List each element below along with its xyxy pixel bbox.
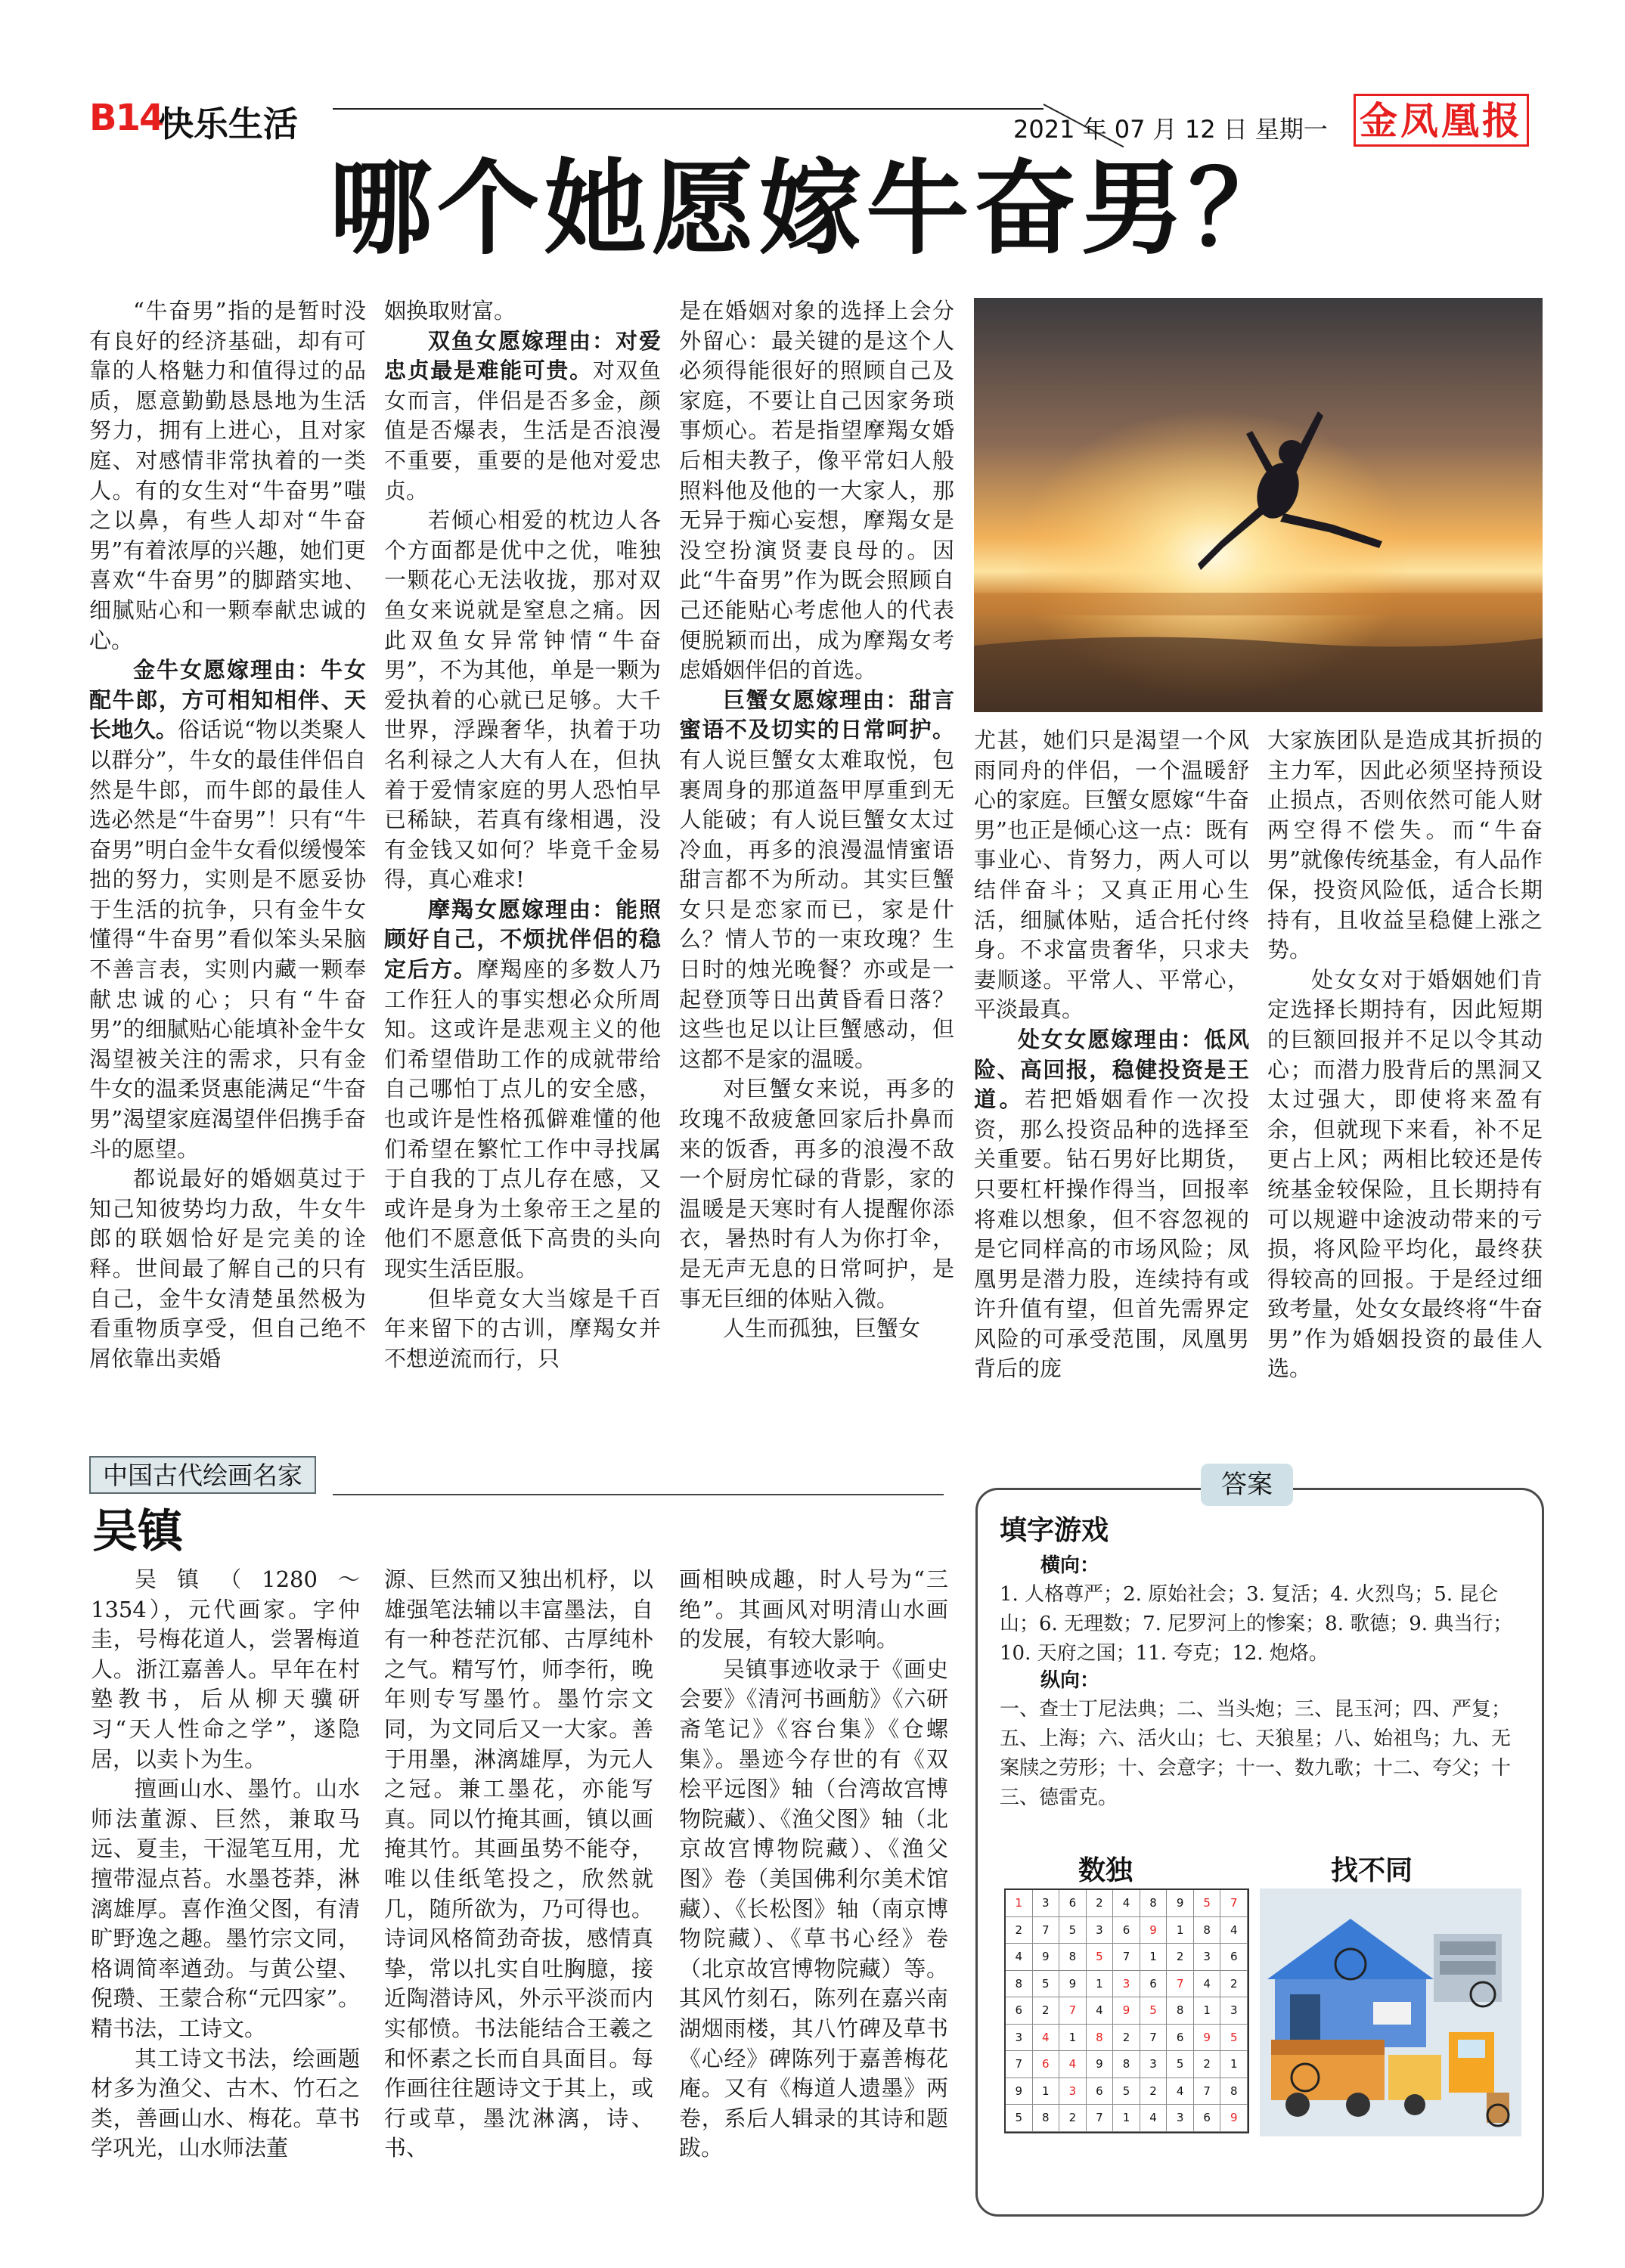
sudoku-cell: 7 — [1059, 1997, 1087, 2025]
sudoku-cell: 2 — [1220, 1971, 1248, 1998]
sudoku-cell: 1 — [1059, 2025, 1087, 2052]
sudoku-cell: 1 — [1113, 2105, 1140, 2132]
headline: 哪个她愿嫁牛奋男？ — [329, 148, 1296, 269]
spot-difference-title: 找不同 — [1331, 1855, 1413, 1886]
sudoku-cell: 7 — [1006, 2051, 1033, 2078]
newspaper-masthead: 金凤凰报 — [1354, 94, 1529, 147]
sudoku-cell: 2 — [1140, 2078, 1168, 2105]
paragraph: “牛奋男”指的是暂时没有良好的经济基础，却有可靠的人格魅力和值得过的品质，愿意勤勤恳恳地为生活努力，拥有上进心，且对家庭、对感情非常执着的一类人。有的女生对“牛奋男”嗤之以鼻，有些人却对“牛奋男”有着浓厚的兴趣，她们更喜欢“牛奋男”的脚踏实地、细腻贴心和一颗奉献忠诚的心。 — [89, 298, 366, 653]
paragraph-lead: 处女女愿嫁理由：低风险、高回报，稳健投资是王道。 — [974, 1026, 1249, 1113]
sudoku-cell: 4 — [1006, 1944, 1033, 1971]
section-name: 快乐生活 — [159, 104, 298, 144]
sudoku-cell: 8 — [1220, 2078, 1248, 2105]
paragraph: 处女女愿嫁理由：低风险、高回报，稳健投资是王道。若把婚姻看作一次投资，那么投资品种的选择至关重要。钻石男好比期货，只要杠杆操作得当，回报率将难以想象，但不容忽视的是它同样高的市场风险；凤凰男是潜力股，连续持有或许升值有望，但首先需界定风险的可承受范围，凤凰男背后的庞 — [974, 1026, 1249, 1382]
sudoku-cell: 6 — [1194, 2105, 1221, 2132]
sudoku-cell: 6 — [1087, 2078, 1114, 2105]
sudoku-cell: 8 — [1140, 1890, 1168, 1917]
paragraph: 其工诗文书法，绘画题材多为渔父、古木、竹石之类，善画山水、梅花。草书学巩光，山水师法董 — [91, 2045, 360, 2161]
sudoku-cell: 9 — [1140, 1917, 1168, 1944]
sudoku-cell: 6 — [1220, 1944, 1248, 1971]
across-answers: 1. 人格尊严；2. 原始社会；3. 复活；4. 火烈鸟；5. 昆仑山；6. 无理数；7. 尼罗河上的惨案；8. 歌德；9. 典当行；10. 天府之国；11. 夸克；12. 炮烙。 — [1000, 1583, 1513, 1665]
sudoku-cell: 9 — [1167, 1890, 1194, 1917]
sudoku-cell: 4 — [1059, 2051, 1087, 2078]
paragraph-lead: 金牛女愿嫁理由：牛女配牛郎，方可相知相伴、天长地久。 — [89, 657, 366, 743]
sudoku-cell: 8 — [1113, 2051, 1140, 2078]
paragraph: 尤甚，她们只是渴望一个风雨同舟的伴侣，一个温暖舒心的家庭。巨蟹女愿嫁“牛奋男”也正是倾心这一点：既有事业心、肯努力，两人可以结伴奋斗；又真正用心生活，细腻体贴，适合托付终身。不求富贵奢华，只求夫妻顺遂。平常人、平常心，平淡最真。 — [974, 727, 1249, 1023]
sudoku-cell: 6 — [1006, 1997, 1033, 2025]
sudoku-cell: 7 — [1033, 1917, 1060, 1944]
sudoku-cell: 6 — [1167, 2025, 1194, 2052]
painter-column-3 — [679, 1565, 948, 2215]
paragraph: 吴镇（1280～1354），元代画家。字仲圭，号梅花道人，尝署梅道人。浙江嘉善人。早年在村塾教书，后从柳天骥研习“天人性命之学”，遂隐居，以卖卜为生。 — [91, 1566, 360, 1772]
paragraph: 若倾心相爱的枕边人各个方面都是优中之优，唯独一颗花心无法收拢，那对双鱼女来说就是窒息之痛。因此双鱼女异常钟情“牛奋男”，不为其他，单是一颗为爱执着的心就已足够。大千世界，浮躁奢华，执着于功名利禄之人大有人在，但执着于爱情家庭的男人恐怕早已稀缺，若真有缘相遇，没有金钱又如何？毕竟千金易得，真心难求! — [384, 507, 661, 893]
sudoku-cell: 1 — [1140, 1944, 1168, 1971]
sudoku-cell: 8 — [1167, 1997, 1194, 2025]
sudoku-cell: 3 — [1006, 2025, 1033, 2052]
sudoku-cell: 6 — [1059, 1890, 1087, 1917]
paragraph: 处女女对于婚姻她们肯定选择长期持有，因此短期的巨额回报并不足以令其动心；而潜力股背后的黑洞又太过强大，即使将来盈有余，但就现下来看，补不足更占上风；两相比较还是传统基金较保险，且长期持有可以规避中途波动带来的亏损，将风险平均化，最终获得较高的回报。于是经过细致考量，处女女最终将“牛奋男”作为婚姻投资的最佳人选。 — [1267, 966, 1543, 1382]
sudoku-cell: 1 — [1167, 1917, 1194, 1944]
sudoku-cell: 9 — [1087, 2051, 1114, 2078]
sudoku-cell: 9 — [1220, 2105, 1248, 2132]
paragraph-lead: 巨蟹女愿嫁理由：甜言蜜语不及切实的日常呵护。 — [679, 686, 954, 743]
paragraph-lead: 双鱼女愿嫁理由：对爱忠贞最是难能可贵。 — [384, 327, 661, 384]
painter-column-2 — [384, 1565, 653, 2215]
paragraph: 对巨蟹女来说，再多的玫瑰不敌疲惫回家后扑鼻而来的饭香，再多的浪漫不敌一个厨房忙碌的背影，家的温暖是天寒时有人提醒你添衣，暑热时有人为你打伞，是无声无息的日常呵护，是事无巨细的体贴入微。 — [679, 1076, 954, 1312]
paragraph: 但毕竟女大当嫁是千百年来留下的古训，摩羯女并不想逆流而行，只 — [384, 1285, 661, 1371]
paragraph: 姻换取财富。 — [384, 298, 516, 324]
sudoku-cell: 4 — [1194, 1971, 1221, 1998]
sudoku-cell: 4 — [1033, 2025, 1060, 2052]
sudoku-cell: 9 — [1006, 2078, 1033, 2105]
sudoku-cell: 4 — [1220, 1917, 1248, 1944]
sudoku-cell: 8 — [1059, 1944, 1087, 1971]
sudoku-cell: 8 — [1194, 1917, 1221, 1944]
sudoku-cell: 3 — [1194, 1944, 1221, 1971]
sudoku-cell: 5 — [1194, 1890, 1221, 1917]
sudoku-cell: 1 — [1006, 1890, 1033, 1917]
sudoku-cell: 8 — [1087, 2025, 1114, 2052]
sudoku-cell: 1 — [1033, 2078, 1060, 2105]
sudoku-cell: 2 — [1059, 2105, 1087, 2132]
paragraph: 摩羯女愿嫁理由：能照顾好自己，不烦扰伴侣的稳定后方。摩羯座的多数人乃工作狂人的事实想必众所周知。这或许是悲观主义的他们希望借助工作的成就带给自己哪怕丁点儿的安全感，也或许是性格孤僻难懂的他们希望在繁忙工作中寻找属于自我的丁点儿存在感，又或许是身为土象帝王之星的他们不愿意低下高贵的头向现实生活臣服。 — [384, 896, 661, 1281]
sudoku-cell: 7 — [1167, 1971, 1194, 1998]
sudoku-cell: 3 — [1113, 1971, 1140, 1998]
sudoku-cell: 4 — [1113, 1890, 1140, 1917]
answers-tag: 答案 — [1201, 1464, 1293, 1506]
paragraph: 源、巨然而又独出机杼，以雄强笔法辅以丰富墨法，自有一种苍茫沉郁、古厚纯朴之气。精写竹，师李衎，晚年则专写墨竹。墨竹宗文同，为文同后又一大家。善于用墨，淋漓雄厚，为元人之冠。兼工墨花，亦能写真。同以竹掩其画，镇以画掩其竹。其画虽势不能夺，唯以佳纸笔投之，欣然就几，随所欲为，乃可得也。诗词风格简劲奇拔，感情真挚，常以扎实自吐胸臆，接近陶潜诗风，外示平淡而内实郁愤。书法能结合王羲之和怀素之长而自具面目。每作画往往题诗文于其上，或行或草，墨沈淋漓，诗、书、 — [384, 1566, 653, 2161]
sudoku-cell: 9 — [1033, 1944, 1060, 1971]
sudoku-cell: 9 — [1113, 1997, 1140, 2025]
sudoku-cell: 5 — [1167, 2051, 1194, 2078]
section-rule — [333, 1494, 944, 1495]
sudoku-cell: 6 — [1140, 1971, 1168, 1998]
sudoku-cell: 1 — [1220, 2051, 1248, 2078]
sudoku-cell: 9 — [1059, 1971, 1087, 1998]
issue-date: 2021 年 07 月 12 日 星期一 — [1013, 115, 1328, 144]
sudoku-cell: 5 — [1006, 2105, 1033, 2132]
paragraph-lead: 摩羯女愿嫁理由：能照顾好自己，不烦扰伴侣的稳定后方。 — [384, 896, 661, 983]
sudoku-cell: 8 — [1006, 1971, 1033, 1998]
sudoku-cell: 7 — [1113, 1944, 1140, 1971]
article-column-4 — [974, 726, 1249, 1415]
sudoku-cell: 2 — [1087, 1890, 1114, 1917]
sudoku-cell: 4 — [1140, 2105, 1168, 2132]
sudoku-cell: 5 — [1087, 1944, 1114, 1971]
paragraph: 人生而孤独，巨蟹女 — [723, 1315, 921, 1342]
sudoku-cell: 4 — [1087, 1997, 1114, 2025]
spot-difference-image — [1260, 1888, 1521, 2136]
sudoku-cell: 1 — [1087, 1971, 1114, 1998]
paragraph: 都说最好的婚姻莫过于知己知彼势均力敌，牛女牛郎的联姻恰好是完美的诠释。世间最了解自己的只有自己，金牛女清楚虽然极为看重物质享受，但自己绝不屑依靠出卖婚 — [89, 1166, 366, 1371]
sudoku-cell: 7 — [1140, 2025, 1168, 2052]
sudoku-cell: 2 — [1113, 2025, 1140, 2052]
crossword-title: 填字游戏 — [1000, 1515, 1109, 1546]
sudoku-cell: 5 — [1033, 1971, 1060, 1998]
paragraph: 吴镇事迹收录于《画史会要》《清河书画舫》《六研斋笔记》《容台集》《仓螺集》。墨迹今存世的有《双桧平远图》轴（台湾故宫博物院藏）、《渔父图》轴（北京故宫博物院藏）、《渔父图》卷（美国佛利尔美术馆藏）、《长松图》轴（南京博物院藏）、《草书心经》卷（北京故宫博物院藏）等。其风竹刻石，陈列在嘉兴南湖烟雨楼，其八竹碑及草书《心经》碑陈列于嘉善梅花庵。又有《梅道人遗墨》两卷，系后人辑录的其诗和题跋。 — [679, 1656, 948, 2161]
sudoku-cell: 3 — [1167, 2105, 1194, 2132]
sudoku-cell: 6 — [1113, 1917, 1140, 1944]
sudoku-cell: 1 — [1194, 1997, 1221, 2025]
down-answers: 一、查士丁尼法典；二、当头炮；三、昆玉河；四、严复；五、上海；六、活火山；七、天狼星；八、始祖鸟；九、无案牍之劳形；十、会意字；十一、数九歌；十二、夸父；十三、德雷克。 — [1000, 1698, 1512, 1809]
sudoku-grid — [1004, 1888, 1249, 2133]
paragraph: 是在婚姻对象的选择上会分外留心：最关键的是这个人必须得能很好的照顾自己及家庭，不要让自己因家务琐事烦心。若是指望摩羯女婚后相夫教子，像平常妇人般照料他及他的一大家人，那无异于痴心妄想，摩羯女是没空扮演贤妻良母的。因此“牛奋男”作为既会照顾自己还能贴心考虑他人的代表便脱颖而出，成为摩羯女考虑婚姻伴侣的首选。 — [679, 298, 954, 683]
paragraph: 擅画山水、墨竹。山水师法董源、巨然，兼取马远、夏圭，干湿笔互用，尤擅带湿点苔。水墨苍莽，淋漓雄厚。喜作渔父图，有清旷野逸之趣。墨竹宗文同，格调简率遒劲。与黄公望、倪瓒、王蒙合称“元四家”。精书法，工诗文。 — [91, 1776, 360, 2041]
paragraph: 巨蟹女愿嫁理由：甜言蜜语不及切实的日常呵护。有人说巨蟹女太难取悦，包裹周身的那道盔甲厚重到无人能破；有人说巨蟹女太过冷血，再多的浪漫温情蜜语甜言都不为所动。其实巨蟹女只是恋家而已，家是什么？情人节的一束玫瑰？生日时的烛光晚餐？亦或是一起登顶等日出黄昏看日落？这些也足以让巨蟹感动，但这都不是家的温暖。 — [679, 686, 954, 1072]
sudoku-cell: 3 — [1087, 1917, 1114, 1944]
sunset-jump-photo — [974, 298, 1543, 712]
article-column-5 — [1267, 726, 1543, 1415]
paragraph: 画相映成趣，时人号为“三绝”。其画风对明清山水画的发展，有较大影响。 — [679, 1566, 948, 1653]
sudoku-cell: 2 — [1006, 1917, 1033, 1944]
paragraph: 大家族团队是造成其折损的主力军，因此必须坚持预设止损点，否则依然可能人财两空得不偿失。而“牛奋男”就像传统基金，有人品作保，投资风险低，适合长期持有，且收益呈稳健上涨之势。 — [1267, 727, 1543, 963]
sudoku-cell: 7 — [1220, 1890, 1248, 1917]
sudoku-cell: 7 — [1087, 2105, 1114, 2132]
sudoku-cell: 5 — [1220, 2025, 1248, 2052]
sudoku-cell: 2 — [1033, 1997, 1060, 2025]
sudoku-cell: 7 — [1194, 2078, 1221, 2105]
sudoku-cell: 3 — [1220, 1997, 1248, 2025]
article-column-3 — [679, 296, 954, 1415]
sudoku-cell: 3 — [1059, 2078, 1087, 2105]
paragraph: 金牛女愿嫁理由：牛女配牛郎，方可相知相伴、天长地久。俗话说“物以类聚人以群分”，牛女的最佳伴侣自然是牛郎，而牛郎的最佳人选必然是“牛奋男”！只有“牛奋男”明白金牛女看似缓慢笨拙的努力，实则是不愿妥协于生活的抗争，只有金牛女懂得“牛奋男”看似笨头呆脑不善言表，实则内藏一颗奉献忠诚的心；只有“牛奋男”的细腻贴心能填补金牛女渴望被关注的需求，只有金牛女的温柔贤惠能满足“牛奋男”渴望家庭渴望伴侣携手奋斗的愿望。 — [89, 657, 366, 1162]
page-number: B14 — [89, 97, 163, 139]
sudoku-cell: 3 — [1140, 2051, 1168, 2078]
section-tag: 中国古代绘画名家 — [89, 1456, 316, 1494]
article-column-1 — [89, 296, 366, 1415]
sudoku-cell: 4 — [1167, 2078, 1194, 2105]
painter-column-1 — [91, 1565, 360, 2215]
sudoku-cell: 2 — [1194, 2051, 1221, 2078]
painter-name: 吴镇 — [92, 1505, 183, 1558]
sudoku-cell: 5 — [1059, 1917, 1087, 1944]
sudoku-cell: 5 — [1140, 1997, 1168, 2025]
sudoku-title: 数独 — [1078, 1855, 1133, 1886]
sudoku-cell: 2 — [1167, 1944, 1194, 1971]
sudoku-cell: 6 — [1033, 2051, 1060, 2078]
across-label: 横向： — [1040, 1554, 1100, 1577]
sudoku-cell: 9 — [1194, 2025, 1221, 2052]
header-rule — [333, 108, 1044, 110]
article-column-2 — [384, 296, 661, 1415]
sudoku-cell: 3 — [1033, 1890, 1060, 1917]
down-label: 纵向： — [1040, 1669, 1100, 1692]
sudoku-cell: 8 — [1033, 2105, 1060, 2132]
paragraph: 双鱼女愿嫁理由：对爱忠贞最是难能可贵。对双鱼女而言，伴侣是否多金，颜值是否爆表，生活是否浪漫不重要，重要的是他对爱忠贞。 — [384, 327, 661, 503]
sudoku-cell: 5 — [1113, 2078, 1140, 2105]
